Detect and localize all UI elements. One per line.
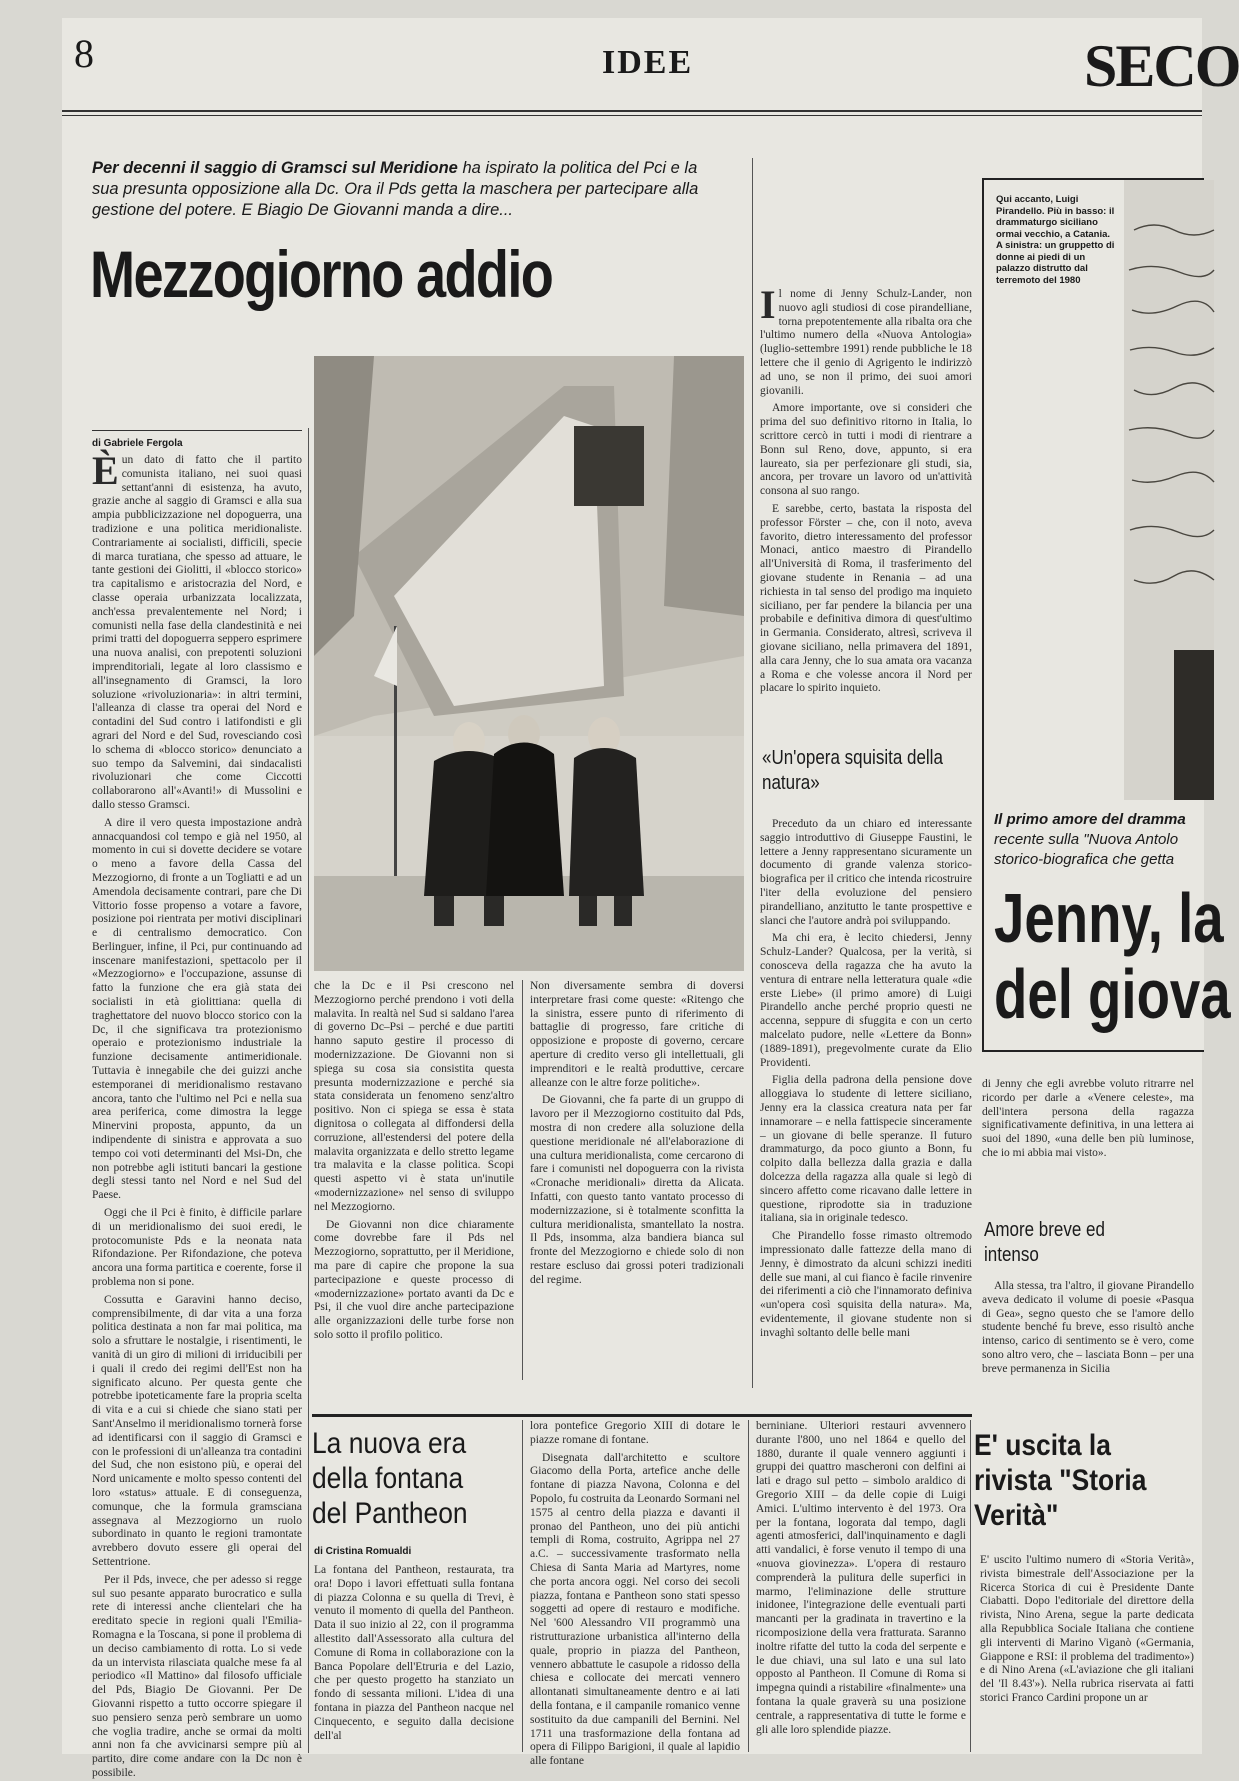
paragraph: l nome di Jenny Schulz-Lander, non nuovo agli studiosi di cose pirandelliane, torna prepotentemente alla ribalta ora che l'ultimo numero della «Nuova Antologia» (luglio-settembre 1991) rende pubbliche le 18 lettere che il genio di Agrigento le indirizzò ad uno, se non il primo, dei suoi amori giovanili.	[760, 288, 972, 397]
manuscript-image	[1124, 180, 1214, 800]
jenny-kicker	[994, 810, 1214, 870]
jenny-column-1b	[760, 818, 972, 1378]
jenny-headline	[994, 880, 1231, 1032]
photo-caption: Qui accanto, Luigi Pirandello. Più in basso: il drammaturgo siciliano ormai vecchio, a Catania. A sinistra: un gruppetto di donne ai piedi di un palazzo distrutto dal terremoto del 1980	[996, 194, 1115, 286]
article-kicker	[92, 158, 712, 221]
article-byline: di Gabriele Fergola	[92, 438, 183, 449]
paragraph: E sarebbe, certo, bastata la risposta del professor Förster – che, con il noto, aveva favorito, dietro interessamento del professor Monaci, antico maestro di Pirandello all'Università di Roma, il trasferimento del giovane studente in Renania – ad una richiesta in tal senso del prodigo ma inquieto siciliano, per far pendere la bilancia per una probabile e definitiva dimora di quest'ultimo in Germania. Considerato, altresì, scriveva il giovane siciliano, nella primavera del 1891, alla cara Jenny, che lo sua amata ora vacanza a Roma e che volesse ancora il Nord per placare lo spirito inquieto.	[760, 502, 972, 695]
paragraph: De Giovanni non dice chiaramente come dovrebbe fare il Pds nel Mezzogiorno, soprattutto, per il Meridione, ma pare di capire che propone la sua partecipazione e queste processo di «modernizzazione» portato avanti da Dc e Psi, il che vuol dire anche partecipazione alle organizzazioni delle turbe forse non solo sotto il profilo politico.	[314, 1218, 514, 1341]
paragraph: La fontana del Pantheon, restaurata, tra ora! Dopo i lavori effettuati sulla fontana di piazza Colonna e su quella di Trevi, è venuto il momento di quella del Pantheon. Data il suo inizio al 22, con il programma allestito dall'Assessorato alla cultura del Comune di Roma in collaborazione con la Banca Popolare dell'Etruria e del Lazio, che per questo progetto ha stanziato un fondo di sessanta milioni. L'idea di una fontana in piazza del Pantheon nacque nel Cinquecento, e seguito dalla decisione dell'al	[314, 1564, 514, 1742]
paragraph: Per il Pds, invece, che per adesso si regge sul suo pesante apparato burocratico e sulla rete di interessi anche clientelari che ha ereditato specie in regioni quali l'Emilia-Romagna e la Toscana, si pone il problema di un deciso cambiamento di rotta. Lo si vede da un intervista rilasciata qualche mese fa al periodico «Il Mattino» dal filosofo ufficiale del Pds, Biagio De Giovanni. Per De Giovanni rispetto a tutto occorre spiegare il suo pensiero senza però sembrare un uomo che voglia tradire, anche se ormai da molti anni non fa che avvicinarsi sempre più al partito, dire come andare con la Dc non è possibile.	[92, 1573, 302, 1779]
paragraph: berniniane. Ulteriori restauri avvennero durante l'800, uno nel 1864 e quello del 1880, durante il quale vennero aggiunti i gruppi dei quattro mascheroni con delfini ai lati e drago sul petto – simbolo araldico di Gregorio XIII – da delle copie di Luigi Amici. L'ultimo intervento è del 1973. Ora per la fontana, logorata dal tempo, dagli agenti atmosferici, dall'inquinamento e dagli atti vandalici, è forse venuto il tempo di una «nuova giovinezza». L'opera di restauro comprenderà la pulitura delle superfici in marmo, l'eliminazione delle strutture inidonee, l'integrazione delle eventuali parti mancanti per la gradinata in travertino e la ricomposizione della vera fratturata. Saranno inoltre rifatte del tutto la coda del serpente e le due chiavi, una sul lato e una sul lato opposto al Pantheon. Il Comune di Roma si impegna quindi a ristabilire «finalmente» una fontana la quale graverà su una posizione centrale, a rappresentativa di tutte le forme e gli alle loro splendide piazze.	[756, 1420, 966, 1736]
column-rule	[522, 1420, 523, 1752]
paragraph: Figlia della padrona della pensione dove alloggiava lo studente di lettere siciliano, Jenny era la classica creatura nata per far innamorare – e nella fattispecie sinceramente – un giovane di belle speranze. Il futuro drammaturgo, da poco giunto a Bonn, fu colpito dalla bellezza dalla grazia e dalla dolcezza della ragazza alla quale si legò di sincero affetto come ricavano dalle lettere in questione, riprodotte sia in traduzione italiana, sia in originale tedesco.	[760, 1074, 972, 1225]
jenny-kicker-rest: recente sulla "Nuova Antolo	[994, 831, 1179, 848]
newspaper-page	[62, 18, 1239, 1779]
paragraph: Disegnata dall'architetto e scultore Giacomo della Porta, artefice anche delle fontane di piazza Navona, Colonna e del Popolo, fu costruita da Leonardo Sormani nel 1575 al centro della piazza e davanti il pronao del Pantheon, uno dei più antichi templi di Roma, costruito, Agrippa nel 27 a.C. – successivamente trasformato nella Chiesa di Santa Maria ad Martyres, nome che porta ancora oggi. Nel corso dei secoli piazza, fontana e Pantheon sono stati spesso soggetti ad opere di restauro e modifiche. Nel '600 Alessandro VII programmò una ristrutturazione urbanistica all'interno della quale, proprio in piazza del Pantheon, vennero abbattute le casupole a ridosso della chiesa e collocate dei mercati vennero allontanati simultaneamente dentro e ai lati della fontana, e il campanile romanico venne sostituito da due campanili del Bernini. Nel 1711 una trasformazione della fontana ad opera di Filippo Barigioni, il quale al lapidio alle fontane	[530, 1451, 740, 1768]
page-number: 8	[74, 31, 94, 76]
paragraph: di Jenny che egli avrebbe voluto ritrarre nel ricordo per darle a «Venere celeste», ma dell'intera persona della ragazza significativamente definitiva, in una lettera ai suoi del 1890, «una delle ben più luminose, che io mi abbia mai visto».	[982, 1078, 1194, 1159]
paragraph: Alla stessa, tra l'altro, il giovane Pirandello aveva dedicato il volume di poesie «Pasqua di Gea», segno questo che se l'amore dello studente benché fu breve, esso risultò anche intenso, carico di sentimento se è vero, come sono altro vero, che – lasciata Bonn – per una breve permanenza in Sicilia	[982, 1280, 1194, 1375]
paragraph: Amore importante, ove si consideri che prima del suo definitivo ritorno in Italia, lo scrittore cercò in tutti i modi di rientrare a Bonn sul Reno, dove, appunto, si era laureato, sia per perfezionare gli studi, sia, ancora, per trovare un lavoro od un'attività consona al suo rango.	[760, 402, 972, 498]
jenny-column-2b	[982, 1280, 1194, 1410]
jenny-column-1	[760, 282, 972, 728]
header-rule	[62, 110, 1202, 112]
pantheon-column-2	[530, 1420, 740, 1768]
article-column-1	[92, 448, 302, 1779]
paragraph: lora pontefice Gregorio XIII di dotare le piazze romane di fontane.	[530, 1420, 740, 1446]
jenny-column-2	[982, 1078, 1194, 1208]
jenny-kicker-line3: storico-biografica che getta	[994, 851, 1175, 868]
paragraph: Cossutta e Garavini hanno deciso, comprensibilmente, di dar vita a una forza politica destinata a non far mai politica, ma solo a sfruttare le nostalgie, i risentimenti, le vanità di un giro di milioni di irriducibili per i quali il credo dei regimi dell'Est non ha significato alcuno. Per questa gente che potrebbe ipoteticamente fare la propria scelta di vita e a cui si chiede che siano stati per Sant'Anselmo il meridionalismo tornerà forse ad identificarsi con il saggio di Gramsci e con le professioni di un'alleanza tra contadini del Sud, che non esistono più, e operai del Nord unicamente e molto spesso contenti del loro «status» attuale. E di conseguenza, comunque, che la formula gramsciana assegnava al Mezzogiorno un ruolo subordinato in quanto le regioni tramontate avrebbero dovuto essere gli operai del Settentrione.	[92, 1293, 302, 1568]
paragraph: Che Pirandello fosse rimasto oltremodo impressionato dalle fattezze della mano di Jenny, è dimostrato da alcuni schizzi inediti delle sue mani, al cui fianco è facile rinvenire dei riferimenti a ciò che l'innamorato definiva «un'opera così squisita della natura». Ma, evidentemente, il giovane studente non si invaghì soltanto delle belle mani	[760, 1230, 972, 1339]
paragraph: che la Dc e il Psi crescono nel Mezzogiorno perché prendono i voti della malavita. In realtà nel Sud si saldano l'area di governo Dc–Psi – perché e due partiti hanno saputo gestire il processo di modernizzazione. De Giovanni non si spiega su cosa sia consistita questa presunta modernizzazione e perché sia stata considerata un fenomeno senz'altro positivo. Non ci spiega se essa è stata dignitosa o collegata al diffondersi della corruzione, all'estendersi del potere della malavita organizzata e dello stretto legame tra malavita e la classe politica. Scopi questi aspetto vi è stata un'inutile «modernizzazione» nel senso di sviluppo nel Mezzogiorno.	[314, 980, 514, 1213]
paragraph: Preceduto da un chiaro ed interessante saggio introduttivo di Giuseppe Faustini, le lettere a Jenny rappresentano sicuramente un documento di grande valenza storico-biografica per il critico che intenda ricostruire l'iter della evoluzione del pensiero pirandelliano, anzitutto le tante prospettive e slanci che l'autore andrà poi sviluppando.	[760, 818, 972, 927]
pantheon-headline: La nuova era della fontana del Pantheon	[312, 1427, 468, 1530]
column-rule	[522, 980, 523, 1380]
column-rule	[970, 1420, 971, 1752]
jenny-kicker-bold: Il primo amore del dramma	[994, 811, 1186, 828]
paragraph: E' uscito l'ultimo numero di «Storia Verità», rivista bimestrale dell'Associazione per la Ricerca Storica di cui è Presidente Dante Ciabatti. Dopo l'editoriale del direttore della rivista, Nino Arena, segue la parte dedicata alla Repubblica Sociale Italiana che contiene gli interventi di Marino Viganò («Germania, Giappone e RSI: il problema del tradimento») e di Nino Arena («L'aviazione che gli italiani del 'Il 8.43'»). Nella rubrica riservata ai fatti storici Franco Cardini propone un ar	[980, 1554, 1194, 1704]
paragraph: Non diversamente sembra di doversi interpretare frasi come queste: «Ritengo che la sinistra, essere punto di riferimento di battaglie di progresso, fare critiche di opposizione e proposte di governo, cercare aperture di credito verso gli intellettuali, gli imprenditori e le realtà produttive, cercare alleanze con le altre forze politiche».	[530, 980, 744, 1089]
manuscript-letter-icon	[1124, 180, 1214, 800]
kicker-rest: ha ispirato la politica del Pci e la sua presunta opposizione alla Dc. Ora il Pds getta la maschera per partecipare alla gestione del potere. E Biagio De Giovanni manda a dire...	[92, 159, 699, 219]
dropcap: I	[760, 282, 776, 327]
dropcap: È	[92, 448, 119, 493]
paragraph: Oggi che il Pci è finito, è difficile parlare di un meridionalismo dei suoi eredi, le protocomuniste Pds e la neonata nata Rifondazione. Per Rifondazione, che poteva ancora una forma partitica e coerente, forse il problema non si pone.	[92, 1207, 302, 1289]
photo-ruined-building	[314, 356, 744, 971]
jenny-subhead-2: Amore breve ed intenso	[984, 1219, 1105, 1266]
pantheon-column-1	[314, 1564, 514, 1752]
section-title: IDEE	[602, 44, 694, 81]
header-rule-thin	[62, 115, 1202, 116]
article-column-2	[314, 980, 514, 1380]
jenny-feature-box	[982, 178, 1231, 1052]
article-column-3	[530, 980, 744, 1380]
column-rule	[308, 428, 309, 1753]
pantheon-byline: di Cristina Romualdi	[314, 1546, 412, 1557]
column-rule	[752, 158, 753, 1388]
article-photo	[314, 356, 744, 971]
newspaper-brand: SECO	[1084, 33, 1239, 99]
paragraph: Ma chi era, è lecito chiedersi, Jenny Schulz-Lander? Qualcosa, per la verità, si conosceva della ragazza che ha avuto la ventura di entrare nella letteratura quale «die erste Liebe» (il primo amore) di Luigi Pirandello anche perché proprio questi ne accenna, seppure di sfuggita e con un certo malcelato pudore, nelle «Lettere da Bonn» (1889-1891), pregevolmente curate da Elio Providenti.	[760, 932, 972, 1069]
jenny-headline-line: del giova	[994, 955, 1231, 1033]
jenny-headline-line: Jenny, la	[994, 879, 1224, 957]
pantheon-column-3	[756, 1420, 966, 1752]
paragraph: A dire il vero questa impostazione andrà annacquandosi col tempo e già nel 1950, al momento in cui si dovette decidere se votare o meno a favore della Cassa del Mezzogiorno, di fronte a un Togliatti e ad un Amendola decisamente contrari, pare che Di Vittorio fosse propenso a votare a favore, posizione poi rientrata per motivi disciplinari e di centralismo democratico. Con Berlinguer, infine, il Pci, pur continuando ad inscenare manifestazioni, spettacolo per il «Mezzogiorno» e l'occupazione, assunse di fatto la funzione che era già stata dei socialisti in età giolittiana: quella di traghettatore del nuovo blocco storico con la Dc, il che significava tra protezionismo operaio e protezionismo industriale la funzione decisamente antimeridionale. Tuttavia è innegabile che dei guizzi anche estemporanei di meridionalismo restavano ancora, tanto che l'ultimo nel Pci e nella sua area periferica, come dimostra la legge Minervini proposta, appunto, da un indipendente di sinistra e approvata a suo tempo coi voti determinanti del Msi-Dn, che non potrebbe agli istituti bancari la gestione degli stessi tanto nel Nord e nel Sud del Paese.	[92, 816, 302, 1202]
storia-column	[980, 1554, 1194, 1752]
column-rule	[748, 1420, 749, 1752]
paragraph: un dato di fatto che il partito comunista italiano, nei suoi quasi settant'anni di esistenza, ha avuto, grazie anche al saggio di Gramsci e alla sua ampia pubblicizzazione nel dopoguerra, una tradizione e una politica meridionaliste. Contrariamente ai socialisti, difficili, specie di marca turatiana, che spesso ad attuare, le tante gestioni dei Giolitti, il «blocco storico» tra capitalismo e aristocrazia del Nord, e classe operaia urbanizzata localizzata, anch'essa prevalentemente nel Nord; i comunisti nella fase della clandestinità e nei primi tratti del dopoguerra seppero esprimere una nuova analisi, con prepotenti soluzioni imprenditoriali, legate al loro classismo e all'insegnamento di Gramsci, la loro soluzione «rivoluzionaria»: in altri termini, l'alleanza di classe tra operai del Nord e contadini del Sud contro i latifondisti e gli agrari del Nord e del Sud, rovesciando così lo schema di «blocco storico» denunciato a suo tempo da Salvemini, dai sindacalisti rivoluzionari che come Ciccotti collaborarono all'«Avanti!» di Mussolini e dallo stesso Gramsci.	[92, 454, 302, 811]
kicker-bold: Per decenni il saggio di Gramsci sul Meridione	[92, 159, 458, 177]
byline-rule	[92, 430, 302, 431]
storia-headline: E' uscita la rivista "Storia Verità"	[974, 1429, 1147, 1532]
jenny-subhead-1: «Un'opera squisita della natura»	[762, 747, 943, 794]
article-headline: Mezzogiorno addio	[90, 237, 553, 311]
paragraph: De Giovanni, che fa parte di un gruppo di lavoro per il Mezzogiorno costituito dal Pds, mostra di non credere alla soluzione della questione meridionale né all'elaborazione di una cultura meridionalista, come cercarono di fare i comunisti nel dopoguerra con la rivista «Cronache meridionali» diretta da Alicata. Infatti, con questo tanto vantato processo di modernizzazione, si è totalmente sconfitta la cultura meridionalista, smantellato la nostra. Il Pds, insomma, alza bandiera bianca sul fronte del Mezzogiorno e chiede solo di non restare escluso dai grossi poteri tradizionali del regime.	[530, 1094, 744, 1286]
